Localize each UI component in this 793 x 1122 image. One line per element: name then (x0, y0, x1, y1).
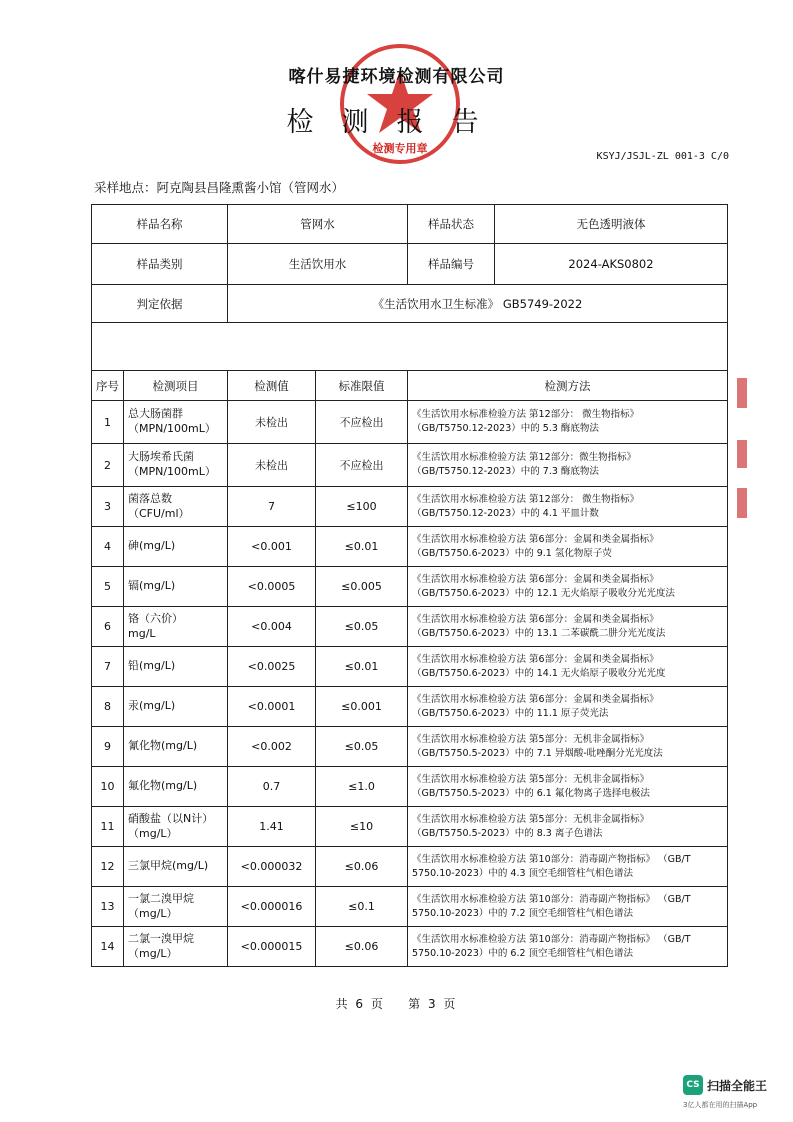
table-row (92, 647, 728, 687)
row-limit: 不应检出 (316, 444, 408, 487)
sample-state-label: 样品状态 (408, 205, 495, 243)
results-table (91, 204, 728, 967)
row-value: 未检出 (228, 444, 316, 487)
row-number: 14 (92, 927, 124, 967)
row-number: 5 (92, 567, 124, 607)
row-item: 总大肠菌群 （MPN/100mL） (124, 401, 228, 444)
table-row (92, 401, 728, 444)
row-number: 3 (92, 487, 124, 527)
sampling-location: 采样地点：阿克陶县昌隆熏酱小馆（管网水） (94, 180, 345, 195)
row-method: 《生活饮用水标准检验方法 第10部分：消毒副产物指标》 （GB/T 5750.10-2023）中的 4.3 顶空毛细管柱气相色谱法 (408, 847, 728, 887)
row-limit: ≤0.001 (316, 687, 408, 727)
table-row (92, 487, 728, 527)
row-value: <0.0005 (228, 567, 316, 607)
row-item: 汞(mg/L) (124, 687, 228, 727)
row-value: <0.0001 (228, 687, 316, 727)
row-number: 6 (92, 607, 124, 647)
sample-category-label: 样品类别 (92, 244, 228, 285)
row-limit: ≤0.01 (316, 647, 408, 687)
row-item: 氟化物(mg/L) (124, 767, 228, 807)
row-method: 《生活饮用水标准检验方法 第6部分：金属和类金属指标》 （GB/T5750.6-2023）中的 13.1 二苯碳酰二肼分光光度法 (408, 607, 728, 647)
row-limit: ≤10 (316, 807, 408, 847)
table-row (92, 727, 728, 767)
row-number: 7 (92, 647, 124, 687)
col-header-no: 序号 (92, 371, 124, 401)
row-number: 4 (92, 527, 124, 567)
table-row (92, 927, 728, 967)
table-row (92, 527, 728, 567)
row-value: <0.000015 (228, 927, 316, 967)
row-method: 《生活饮用水标准检验方法 第5部分：无机非金属指标》 （GB/T5750.5-2023）中的 7.1 异烟酸-吡唑酮分光光度法 (408, 727, 728, 767)
row-value: <0.000032 (228, 847, 316, 887)
table-row (92, 807, 728, 847)
sample-state-value: 无色透明液体 (576, 217, 646, 231)
report-title: 检测报告 (286, 107, 507, 138)
row-limit: ≤100 (316, 487, 408, 527)
row-item: 硝酸盐（以N计） （mg/L） (124, 807, 228, 847)
row-item: 砷(mg/L) (124, 527, 228, 567)
row-limit: ≤0.005 (316, 567, 408, 607)
row-value: 1.41 (228, 807, 316, 847)
current-page: 第 3 页 (408, 997, 458, 1011)
column-header-row (92, 371, 728, 401)
row-value: <0.004 (228, 607, 316, 647)
row-method: 《生活饮用水标准检验方法 第10部分：消毒副产物指标》 （GB/T 5750.10-2023）中的 6.2 顶空毛细管柱气相色谱法 (408, 927, 728, 967)
sample-category-value: 生活饮用水 (228, 244, 408, 285)
row-number: 8 (92, 687, 124, 727)
table-row (92, 607, 728, 647)
sample-name-label: 样品名称 (92, 205, 228, 244)
svg-text:检测专用章: 检测专用章 (372, 142, 428, 155)
sample-number-value: 2024-AKS0802 (568, 257, 654, 271)
sample-number-cell (408, 244, 728, 285)
edge-mark (737, 378, 747, 408)
col-header-value: 检测值 (228, 371, 316, 401)
edge-mark (737, 488, 747, 518)
basis-label: 判定依据 (92, 285, 228, 323)
sample-state-cell (408, 205, 728, 244)
company-name: 喀什易捷环境检测有限公司 (288, 67, 505, 87)
row-item: 铅(mg/L) (124, 647, 228, 687)
row-number: 9 (92, 727, 124, 767)
row-value: 7 (228, 487, 316, 527)
sample-number-label: 样品编号 (408, 244, 495, 284)
row-item: 一氯二溴甲烷 （mg/L） (124, 887, 228, 927)
row-method: 《生活饮用水标准检验方法 第6部分：金属和类金属指标》 （GB/T5750.6-2023）中的 9.1 氢化物原子荧 (408, 527, 728, 567)
row-value: <0.0025 (228, 647, 316, 687)
row-limit: ≤0.06 (316, 927, 408, 967)
blank-row (92, 323, 728, 371)
row-limit: ≤1.0 (316, 767, 408, 807)
table-row (92, 444, 728, 487)
row-method: 《生活饮用水标准检验方法 第10部分：消毒副产物指标》 （GB/T 5750.10-2023）中的 7.2 顶空毛细管柱气相色谱法 (408, 887, 728, 927)
row-item: 二氯一溴甲烷 （mg/L） (124, 927, 228, 967)
row-method: 《生活饮用水标准检验方法 第12部分：微生物指标》 （GB/T5750.12-2023）中的 7.3 酶底物法 (408, 444, 728, 487)
col-header-limit: 标准限值 (316, 371, 408, 401)
row-number: 10 (92, 767, 124, 807)
row-method: 《生活饮用水标准检验方法 第5部分：无机非金属指标》 （GB/T5750.5-2023）中的 6.1 氟化物离子选择电极法 (408, 767, 728, 807)
row-value: <0.002 (228, 727, 316, 767)
scanner-tagline: 3亿人都在用的扫描App (683, 1101, 758, 1109)
row-item: 氰化物(mg/L) (124, 727, 228, 767)
table-row (92, 687, 728, 727)
row-limit: ≤0.01 (316, 527, 408, 567)
row-value: <0.000016 (228, 887, 316, 927)
row-item: 三氯甲烷(mg/L) (124, 847, 228, 887)
blank-cell (92, 323, 728, 371)
row-number: 12 (92, 847, 124, 887)
row-item: 大肠埃希氏菌 （MPN/100mL） (124, 444, 228, 487)
row-number: 13 (92, 887, 124, 927)
page-footer (0, 995, 793, 1012)
row-item: 铬（六价） mg/L (124, 607, 228, 647)
row-limit: ≤0.05 (316, 607, 408, 647)
row-value: 0.7 (228, 767, 316, 807)
table-row (92, 847, 728, 887)
row-value: 未检出 (228, 401, 316, 444)
row-limit: ≤0.1 (316, 887, 408, 927)
document-code: KSYJ/JSJL-ZL 001-3 C/0 (596, 151, 729, 162)
row-value: <0.001 (228, 527, 316, 567)
row-method: 《生活饮用水标准检验方法 第5部分：无机非金属指标》 （GB/T5750.5-2023）中的 8.3 离子色谱法 (408, 807, 728, 847)
info-row-1 (92, 205, 728, 244)
scanner-logo-icon: CS (683, 1075, 703, 1095)
row-limit: ≤0.06 (316, 847, 408, 887)
table-row (92, 767, 728, 807)
row-method: 《生活饮用水标准检验方法 第12部分： 微生物指标》 （GB/T5750.12-2023）中的 5.3 酶底物法 (408, 401, 728, 444)
col-header-item: 检测项目 (124, 371, 228, 401)
total-pages: 共 6 页 (335, 997, 385, 1011)
row-number: 2 (92, 444, 124, 487)
info-row-2 (92, 244, 728, 285)
sample-name-value: 管网水 (228, 205, 408, 244)
scanner-badge (683, 1075, 783, 1111)
row-number: 11 (92, 807, 124, 847)
row-method: 《生活饮用水标准检验方法 第6部分：金属和类金属指标》 （GB/T5750.6-2023）中的 14.1 无火焰原子吸收分光光度 (408, 647, 728, 687)
scanner-app-name: 扫描全能王 (707, 1079, 768, 1093)
basis-value: 《生活饮用水卫生标准》 GB5749-2022 (228, 285, 728, 323)
row-item: 镉(mg/L) (124, 567, 228, 607)
row-limit: 不应检出 (316, 401, 408, 444)
info-row-3 (92, 285, 728, 323)
row-number: 1 (92, 401, 124, 444)
row-method: 《生活饮用水标准检验方法 第6部分：金属和类金属指标》 （GB/T5750.6-2023）中的 11.1 原子荧光法 (408, 687, 728, 727)
row-item: 菌落总数 （CFU/ml） (124, 487, 228, 527)
table-row (92, 887, 728, 927)
edge-mark (737, 440, 747, 468)
col-header-method: 检测方法 (408, 371, 728, 401)
row-method: 《生活饮用水标准检验方法 第6部分：金属和类金属指标》 （GB/T5750.6-2023）中的 12.1 无火焰原子吸收分光光度法 (408, 567, 728, 607)
row-method: 《生活饮用水标准检验方法 第12部分： 微生物指标》 （GB/T5750.12-2023）中的 4.1 平皿计数 (408, 487, 728, 527)
row-limit: ≤0.05 (316, 727, 408, 767)
table-row (92, 567, 728, 607)
